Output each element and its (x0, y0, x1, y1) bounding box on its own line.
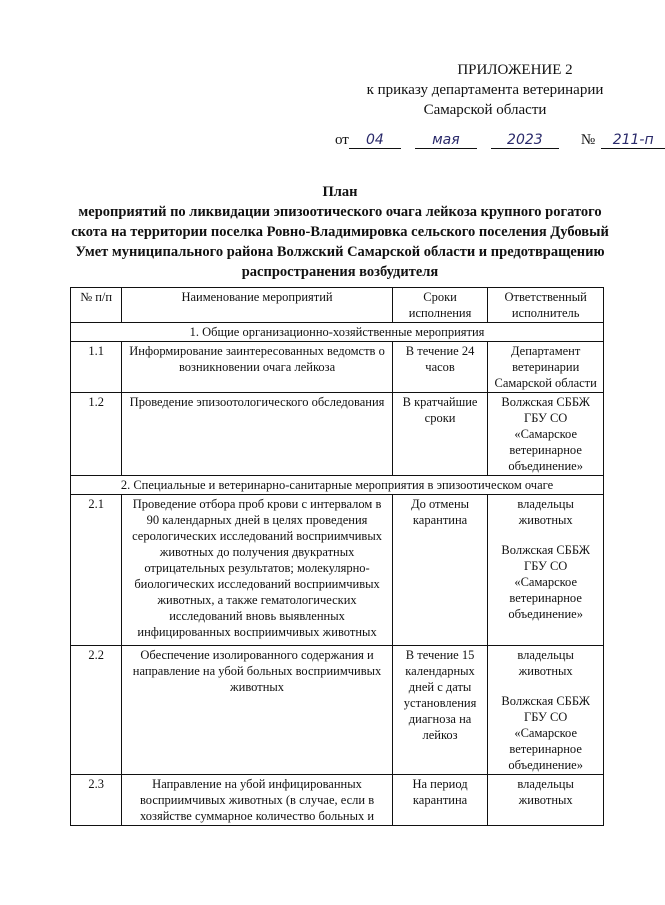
row-responsible-station: Волжская СББЖ ГБУ СО «Самарское ветеринарное объединение» (501, 694, 590, 772)
table-row (71, 646, 604, 775)
row-responsible-owners: владельцы животных (517, 497, 574, 527)
table-row (71, 495, 604, 646)
order-day: 04 (349, 132, 401, 149)
row-number: 2.2 (71, 646, 122, 775)
row-name: Проведение эпизоотологического обследования (122, 393, 393, 476)
row-responsible (488, 495, 604, 646)
header-name: Наименование мероприятий (122, 288, 393, 323)
table-header-row (71, 288, 604, 323)
section-row-1 (71, 323, 604, 342)
row-term: В течение 15 календарных дней с даты установления диагноза на лейкоз (392, 646, 488, 775)
row-name: Направление на убой инфицированных восприимчивых животных (в случае, если в хозяйстве суммарное количество больных и (122, 775, 393, 826)
row-term: В кратчайшие сроки (392, 393, 488, 476)
header-term: Сроки исполнения (392, 288, 488, 323)
header-responsible: Ответственный исполнитель (488, 288, 604, 323)
row-number: 2.3 (71, 775, 122, 826)
order-from-label: от (335, 132, 349, 148)
section-title-2: 2. Специальные и ветеринарно-санитарные мероприятия в эпизоотическом очаге (71, 476, 604, 495)
appendix-header (340, 60, 630, 120)
table-row (71, 342, 604, 393)
appendix-title: ПРИЛОЖЕНИЕ 2 (457, 62, 573, 78)
table-row (71, 393, 604, 476)
row-name: Проведение отбора проб крови с интервалом в 90 календарных дней в целях проведения серологических исследований восприимчивых животных до получения двукратных отрицательных результатов; молекулярно-биологических исследований восприимчивых животных, а также гематологических исследований вновь выявленных инфицированных восприимчивых животных (122, 495, 393, 646)
row-term: В течение 24 часов (392, 342, 488, 393)
plan-table (70, 287, 604, 826)
appendix-line-2: Самарской области (423, 102, 547, 118)
section-title-1: 1. Общие организационно-хозяйственные мероприятия (71, 323, 604, 342)
order-number: 211-п (601, 132, 665, 149)
row-responsible-owners: владельцы животных (517, 648, 574, 678)
row-number: 1.2 (71, 393, 122, 476)
row-responsible: Департамент ветеринарии Самарской области (488, 342, 604, 393)
title-plan: План (322, 184, 358, 200)
document-title (70, 182, 610, 282)
order-month: мая (415, 132, 477, 149)
appendix-line-1: к приказу департамента ветеринарии (366, 82, 604, 98)
table-row (71, 775, 604, 826)
row-responsible: Волжская СББЖ ГБУ СО «Самарское ветеринарное объединение» (488, 393, 604, 476)
row-term: На период карантина (392, 775, 488, 826)
order-year: 2023 (491, 132, 559, 149)
order-number-label: № (580, 132, 596, 148)
row-responsible-station: Волжская СББЖ ГБУ СО «Самарское ветеринарное объединение» (501, 543, 590, 621)
row-responsible (488, 646, 604, 775)
order-reference (335, 132, 665, 149)
title-description: мероприятий по ликвидации эпизоотического очага лейкоза крупного рогатого скота на территории поселка Ровно-Владимировка сельского поселения Дубовый Умет муниципального района Волжский Самарской области и предотвращению распространения возбудителя (71, 204, 609, 280)
row-name: Обеспечение изолированного содержания и направление на убой больных восприимчивых животных (122, 646, 393, 775)
row-term: До отмены карантина (392, 495, 488, 646)
row-number: 2.1 (71, 495, 122, 646)
row-responsible: владельцы животных (488, 775, 604, 826)
header-number: № п/п (71, 288, 122, 323)
row-name: Информирование заинтересованных ведомств о возникновении очага лейкоза (122, 342, 393, 393)
section-row-2 (71, 476, 604, 495)
row-number: 1.1 (71, 342, 122, 393)
